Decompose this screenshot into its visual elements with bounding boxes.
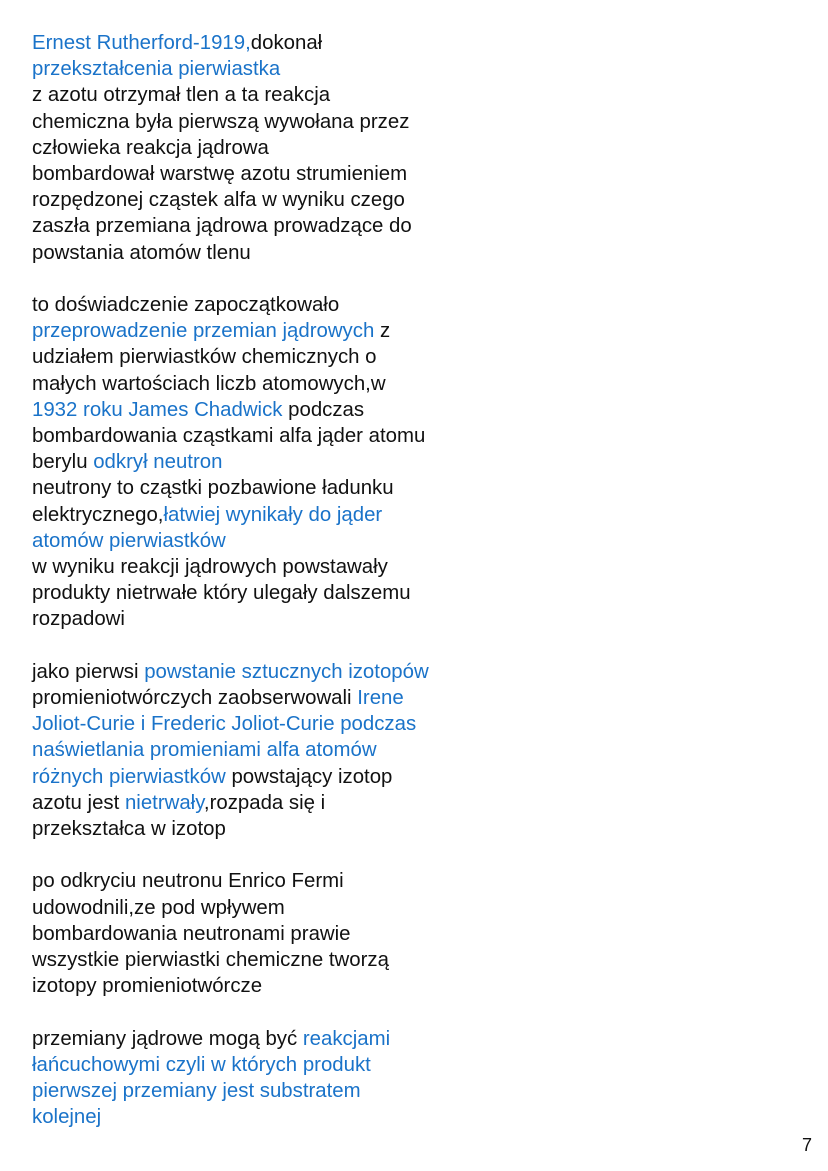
text-line	[32, 318, 552, 344]
text-line	[32, 868, 552, 894]
text-line	[32, 554, 552, 580]
text-line	[32, 711, 552, 737]
body-text: promieniotwórczych zaobserwowali	[32, 687, 358, 710]
text-line	[32, 1104, 552, 1130]
text-line	[32, 1052, 552, 1078]
body-text: to doświadczenie zapoczątkowało	[32, 294, 340, 317]
text-line	[32, 56, 552, 82]
text-line	[32, 109, 552, 135]
body-text: neutrony to cząstki pozbawione ładunku	[32, 477, 394, 500]
body-text: po odkryciu neutronu Enrico Fermi	[32, 870, 344, 893]
text-line	[32, 606, 552, 632]
paragraph-gap	[32, 842, 552, 868]
body-text: wszystkie pierwiastki chemiczne tworzą	[32, 949, 389, 972]
highlighted-text: kolejnej	[32, 1106, 102, 1129]
text-line	[32, 423, 552, 449]
text-line	[32, 135, 552, 161]
highlighted-text: Ernest Rutherford-1919,	[32, 32, 251, 54]
body-text: człowieka reakcja jądrowa	[32, 136, 269, 159]
body-text: ,rozpada się i	[203, 791, 326, 814]
body-text: dokonał	[250, 32, 323, 54]
text-line	[32, 790, 552, 816]
text-line	[32, 947, 552, 973]
text-line	[32, 1078, 552, 1104]
highlighted-text: nietrwały	[124, 791, 204, 814]
highlighted-text: Irene	[357, 687, 404, 710]
body-text: jako pierwsi	[32, 660, 145, 683]
body-text: elektrycznego,	[32, 503, 164, 526]
body-text: chemiczna była pierwszą wywołana przez	[32, 110, 410, 133]
highlighted-text: przeprowadzenie przemian jądrowych	[32, 320, 375, 343]
body-text: przemiany jądrowe mogą być	[32, 1027, 303, 1050]
text-line	[32, 1026, 552, 1052]
text-line	[32, 816, 552, 842]
text-line	[32, 187, 552, 213]
text-line	[32, 161, 552, 187]
text-line	[32, 30, 552, 56]
body-text: udowodnili,ze pod wpływem	[32, 896, 285, 919]
paragraph-gap	[32, 633, 552, 659]
text-line	[32, 659, 552, 685]
body-text: izotopy promieniotwórcze	[32, 975, 263, 998]
text-line	[32, 737, 552, 763]
highlighted-text: łatwiej wynikały do jąder	[163, 503, 383, 526]
body-text: powstania atomów tlenu	[32, 241, 251, 264]
highlighted-text: różnych pierwiastków	[32, 765, 226, 788]
text-line	[32, 371, 552, 397]
body-text: rozpadowi	[32, 608, 125, 631]
text-line	[32, 528, 552, 554]
highlighted-text: naświetlania promieniami alfa atomów	[32, 739, 377, 762]
text-line	[32, 344, 552, 370]
document-page	[32, 30, 552, 1130]
highlighted-text: powstanie sztucznych izotopów	[144, 660, 429, 683]
highlighted-text: Joliot-Curie i Frederic Joliot-Curie podczas	[32, 713, 417, 736]
text-line	[32, 921, 552, 947]
paragraph-gap	[32, 266, 552, 292]
highlighted-text: reakcjami	[302, 1027, 391, 1050]
highlighted-text: przekształcenia pierwiastka	[32, 58, 281, 81]
paragraph	[32, 30, 552, 266]
body-text: małych wartościach liczb atomowych,w	[32, 372, 386, 395]
text-line	[32, 973, 552, 999]
text-line	[32, 764, 552, 790]
paragraph	[32, 1026, 552, 1131]
highlighted-text: odkrył neutron	[93, 451, 223, 474]
body-text: udziałem pierwiastków chemicznych o	[32, 346, 377, 369]
highlighted-text: pierwszej przemiany jest substratem	[32, 1080, 361, 1103]
body-text: z azotu otrzymał tlen a ta reakcja	[32, 84, 331, 107]
body-text: bombardowania cząstkami alfa jąder atomu	[32, 425, 426, 448]
body-text: podczas	[282, 398, 365, 421]
paragraph	[32, 659, 552, 842]
paragraph-gap	[32, 999, 552, 1025]
text-line	[32, 82, 552, 108]
text-line	[32, 475, 552, 501]
body-text: powstający izotop	[225, 765, 393, 788]
text-line	[32, 397, 552, 423]
highlighted-text: łańcuchowymi czyli w których produkt	[32, 1053, 371, 1076]
text-line	[32, 213, 552, 239]
body-text: berylu	[32, 451, 94, 474]
text-line	[32, 895, 552, 921]
page-number: 7	[801, 1135, 812, 1155]
body-text: z	[374, 320, 391, 343]
paragraph	[32, 292, 552, 633]
highlighted-text: atomów pierwiastków	[32, 529, 226, 552]
text-line	[32, 685, 552, 711]
body-text: rozpędzonej cząstek alfa w wyniku czego	[32, 189, 405, 212]
text-line	[32, 449, 552, 475]
text-line	[32, 502, 552, 528]
text-line	[32, 292, 552, 318]
body-text: bombardowania neutronami prawie	[32, 922, 351, 945]
body-text: bombardował warstwę azotu strumieniem	[32, 163, 408, 186]
body-text: w wyniku reakcji jądrowych powstawały	[32, 556, 388, 579]
highlighted-text: 1932 roku James Chadwick	[32, 398, 283, 421]
text-line	[32, 580, 552, 606]
body-text: produkty nietrwałe który ulegały dalszemu	[32, 582, 411, 605]
body-text: azotu jest	[32, 791, 125, 814]
body-text: zaszła przemiana jądrowa prowadzące do	[32, 215, 412, 238]
text-line	[32, 240, 552, 266]
paragraph	[32, 868, 552, 999]
body-text: przekształca w izotop	[32, 818, 226, 841]
